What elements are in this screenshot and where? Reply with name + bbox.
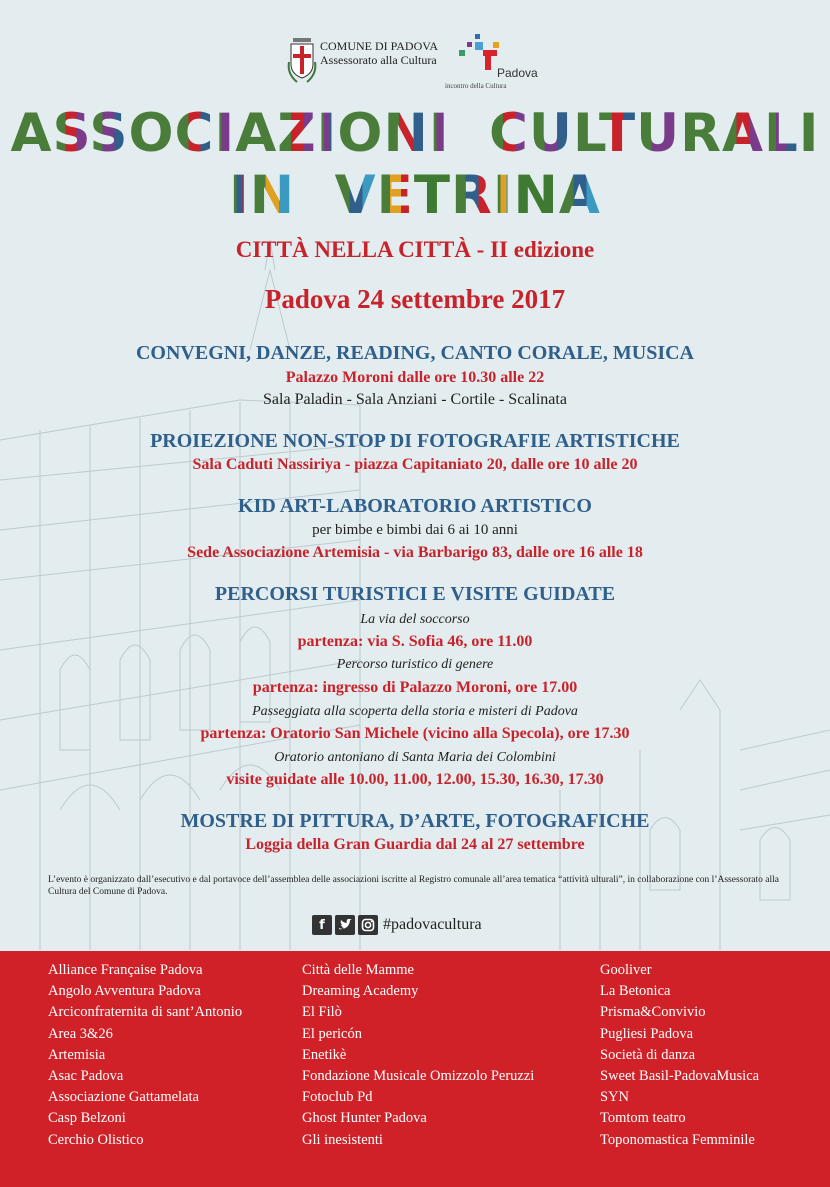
association-item: Dreaming Academy xyxy=(302,983,419,1000)
title-letter: A xyxy=(721,103,764,164)
title-letter: R xyxy=(451,165,493,226)
padova-logo-subtitle: incontro della Cultura xyxy=(445,82,507,90)
tour1-place: partenza: via S. Sofia 46, ore 11.00 xyxy=(297,633,533,650)
association-item: Tomtom teatro xyxy=(600,1110,686,1127)
main-title-line2 xyxy=(0,166,830,226)
association-item: SYN xyxy=(600,1089,630,1106)
association-item: Toponomastica Femminile xyxy=(600,1131,755,1148)
tour2-place: partenza: ingresso di Palazzo Moroni, ore 17.00 xyxy=(252,679,578,696)
tour1-title: La via del soccorso xyxy=(360,612,470,627)
section-heading-percorsi: PERCORSI TURISTICI E VISITE GUIDATE xyxy=(214,583,616,605)
facebook-icon[interactable]: f xyxy=(312,915,332,935)
title-letter: A xyxy=(558,165,601,226)
padova-crest-icon xyxy=(287,32,317,86)
tour3-title: Passeggiata alla scoperta della storia e misteri di Padova xyxy=(252,704,578,719)
instagram-icon[interactable] xyxy=(358,915,378,935)
title-letter: A xyxy=(235,103,278,164)
tour4-place: visite guidate alle 10.00, 11.00, 12.00, 15.30, 16.30, 17.30 xyxy=(226,771,604,788)
title-letter: I xyxy=(316,103,338,164)
association-item: Casp Belzoni xyxy=(48,1110,126,1127)
proiezione-place: Sala Caduti Nassiriya - piazza Capitaniato 20, dalle ore 10 alle 20 xyxy=(192,456,638,473)
title-letter: I xyxy=(214,103,236,164)
association-item: El Filò xyxy=(302,1004,342,1021)
title-letter: Z xyxy=(277,103,317,164)
association-item: Asac Padova xyxy=(48,1068,124,1085)
edition-subtitle: CITTÀ NELLA CITTÀ - II edizione xyxy=(235,237,595,262)
title-letter: I xyxy=(428,103,450,164)
association-item: Arciconfraternita di sant’Antonio xyxy=(48,1004,243,1021)
title-letter: I xyxy=(229,165,250,226)
association-item: Città delle Mamme xyxy=(302,962,414,978)
section-heading-proiezione: PROIEZIONE NON-STOP DI FOTOGRAFIE ARTISTICHE xyxy=(150,430,680,452)
title-letter: U xyxy=(528,103,573,164)
comune-label xyxy=(320,39,438,67)
title-letter: T xyxy=(413,165,451,226)
title-letter: N xyxy=(383,103,429,164)
association-item: Area 3&26 xyxy=(48,1025,113,1042)
association-item: Fondazione Musicale Omizzolo Peruzzi xyxy=(302,1068,535,1085)
twitter-icon[interactable] xyxy=(335,915,355,935)
organizer-footnote: L’evento è organizzato dall’esecutivo e dal portavoce dell’assemblea delle associazioni iscritte al Registro comunale all’area tematica “attività ulturali”, in collaborazione con l’Assessorato alla Cultura del Comune di Padova. xyxy=(48,875,779,897)
title-letter: L xyxy=(572,103,599,164)
association-item: Gooliver xyxy=(600,962,652,978)
associations-column-1 xyxy=(48,960,242,1151)
tour3-place: partenza: Oratorio San Michele (vicino alla Specola), ore 17.30 xyxy=(200,725,630,742)
kidart-audience: per bimbe e bimbi dai 6 ai 10 anni xyxy=(312,522,518,538)
event-date: Padova 24 settembre 2017 xyxy=(264,284,566,314)
main-title-line1 xyxy=(0,104,830,164)
associations-column-2 xyxy=(302,960,534,1151)
title-letter: S xyxy=(52,103,90,164)
title-letter: N xyxy=(249,165,296,226)
association-item: Fotoclub Pd xyxy=(302,1089,373,1106)
header xyxy=(0,30,830,100)
title-letter: A xyxy=(10,103,53,164)
association-item: Associazione Gattamelata xyxy=(48,1089,199,1106)
association-item: Artemisia xyxy=(48,1046,106,1063)
tour2-title: Percorso turistico di genere xyxy=(336,657,494,672)
title-letter: C xyxy=(489,103,529,164)
title-letter: O xyxy=(337,103,384,164)
title-letter: I xyxy=(492,165,514,226)
title-letter: S xyxy=(89,103,129,164)
padova-logo-word: Padova xyxy=(497,66,538,80)
section-heading-mostre: MOSTRE DI PITTURA, D’ARTE, FOTOGRAFICHE xyxy=(180,810,650,832)
association-item: Alliance Française Padova xyxy=(48,962,203,978)
association-item: La Betonica xyxy=(600,983,671,1000)
association-item: Enetikè xyxy=(302,1046,347,1063)
title-letter: C xyxy=(174,103,215,164)
hashtag: #padovacultura xyxy=(383,916,482,933)
association-item: Gli inesistenti xyxy=(302,1131,383,1148)
social-bar xyxy=(312,914,482,936)
tour4-title: Oratorio antoniano di Santa Maria dei Colombini xyxy=(274,750,556,765)
section-heading-convegni: CONVEGNI, DANZE, READING, CANTO CORALE, MUSICA xyxy=(135,342,695,364)
title-letter: N xyxy=(513,165,559,226)
association-item: Sweet Basil-PadovaMusica xyxy=(600,1068,760,1085)
association-item: Società di danza xyxy=(600,1046,696,1063)
association-item: El pericón xyxy=(302,1025,362,1042)
comune-line2: Assessorato alla Cultura xyxy=(320,53,437,67)
association-item: Ghost Hunter Padova xyxy=(302,1110,427,1127)
title-letter: T xyxy=(598,103,637,164)
kidart-place: Sede Associazione Artemisia - via Barbarigo 83, dalle ore 16 alle 18 xyxy=(187,544,643,561)
title-letter xyxy=(295,165,334,226)
section-heading-kidart: KID ART-LABORATORIO ARTISTICO xyxy=(238,495,592,517)
title-letter: L xyxy=(764,103,799,164)
title-letter: I xyxy=(798,103,820,164)
title-letter: V xyxy=(334,165,377,226)
association-item: Angolo Avventura Padova xyxy=(48,983,201,1000)
convegni-rooms: Sala Paladin - Sala Anziani - Cortile - Scalinata xyxy=(263,391,567,408)
mostre-place: Loggia della Gran Guardia dal 24 al 27 settembre xyxy=(245,836,585,853)
comune-line1: COMUNE DI PADOVA xyxy=(320,39,439,53)
association-item: Cerchio Olistico xyxy=(48,1131,144,1148)
convegni-place: Palazzo Moroni dalle ore 10.30 alle 22 xyxy=(285,369,545,386)
associations-column-3 xyxy=(600,960,759,1151)
title-letter: U xyxy=(636,103,681,164)
title-letter: E xyxy=(376,165,414,226)
association-item: Pugliesi Padova xyxy=(600,1025,694,1042)
title-letter xyxy=(450,103,489,164)
title-letter: O xyxy=(128,103,175,164)
association-item: Prisma&Convivio xyxy=(600,1004,706,1021)
title-letter: R xyxy=(680,103,722,164)
